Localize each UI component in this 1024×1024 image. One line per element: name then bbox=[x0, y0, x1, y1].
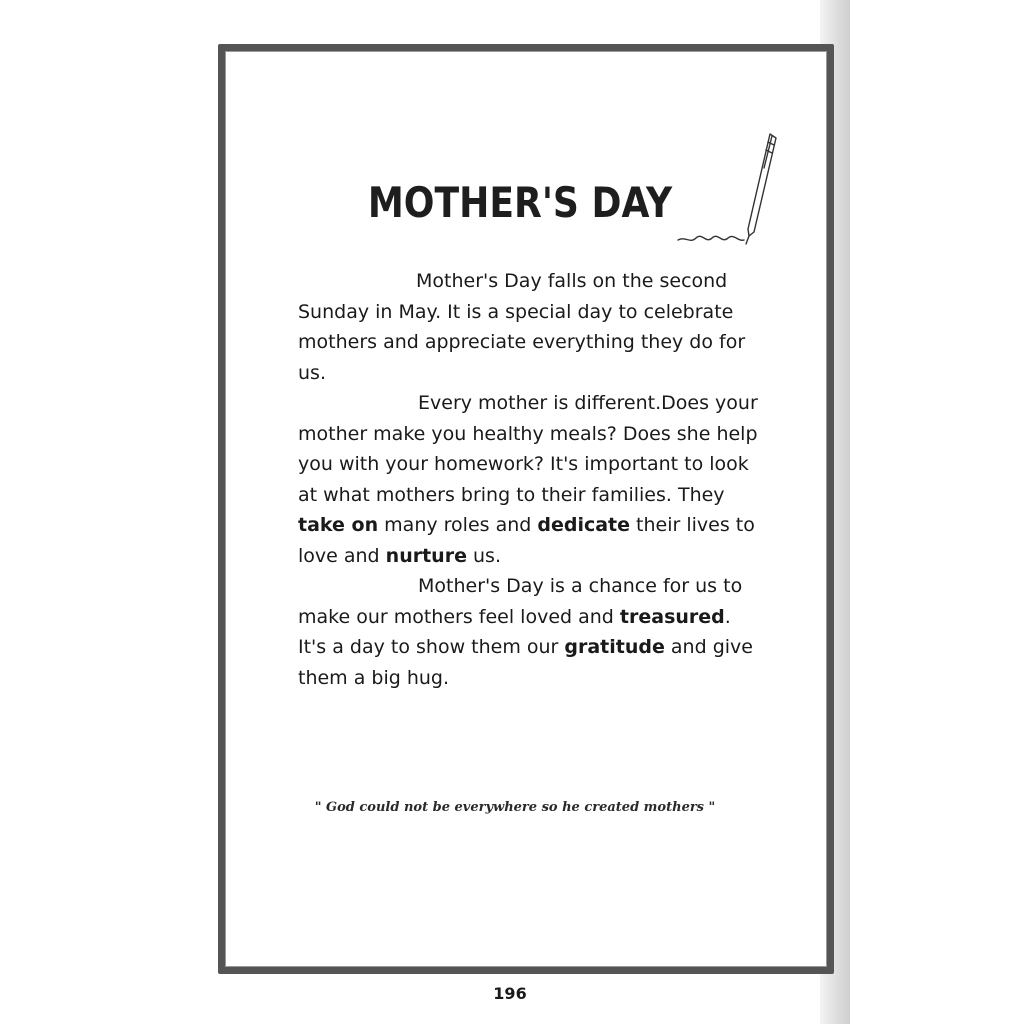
paragraph-text: Mother's Day is a chance for us to make our mothers feel loved and bbox=[298, 575, 743, 628]
bold-keyword: treasured bbox=[619, 605, 725, 628]
bold-keyword: dedicate bbox=[537, 514, 631, 536]
paragraph-text: many roles and bbox=[378, 514, 538, 536]
closing-quote: " God could not be everywhere so he created mothers " bbox=[314, 800, 716, 815]
page-edge bbox=[850, 0, 1024, 1024]
bold-keyword: take on bbox=[298, 514, 379, 536]
paragraph bbox=[298, 571, 758, 693]
bold-keyword: gratitude bbox=[564, 636, 665, 658]
paragraph-text: Mother's Day falls on the second Sunday in May. It is a special day to celebrate mothers and appreciate everything they do for us. bbox=[298, 270, 746, 384]
article-body bbox=[298, 266, 758, 693]
paragraph-text: Every mother is different.Does your mother make you healthy meals? Does she help you with your homework? It's important to look at what mothers bring to their families. They bbox=[298, 392, 758, 506]
pen-icon bbox=[676, 128, 786, 252]
bold-keyword: nurture bbox=[385, 544, 467, 567]
paragraph-text: and give them a big hug. bbox=[298, 636, 753, 689]
paragraph-text: their lives to love and bbox=[298, 514, 755, 567]
paragraph-text: us. bbox=[466, 544, 501, 567]
page-number: 196 bbox=[493, 984, 527, 1003]
paragraph bbox=[298, 266, 758, 388]
paragraph-text: . It's a day to show them our bbox=[298, 605, 731, 658]
page-title: MOTHER'S DAY bbox=[367, 178, 673, 227]
paragraph bbox=[298, 388, 758, 571]
